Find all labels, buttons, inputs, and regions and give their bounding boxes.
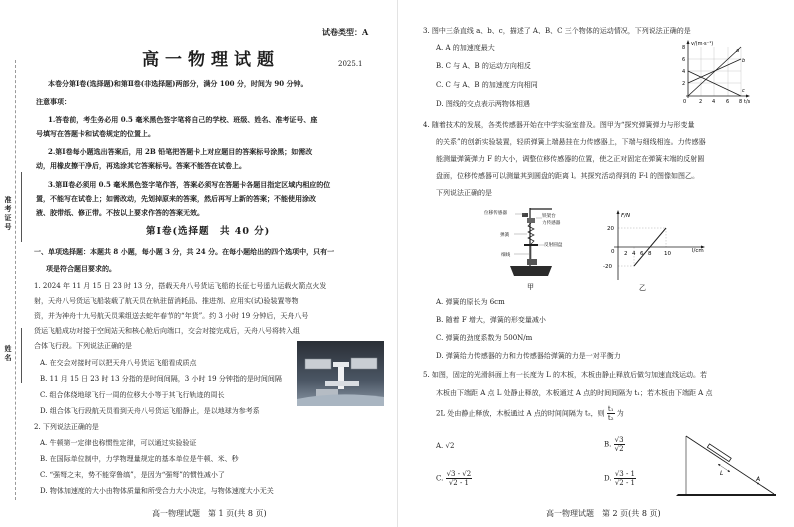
q2-option-c: C. “强弩之末，势不能穿鲁缟”，是因为“强弩”的惯性减小了 bbox=[40, 471, 225, 479]
q4-line-5: 下列说法正确的是 bbox=[436, 189, 492, 197]
q2-option-b: B. 在国际单位制中，力学物理量规定的基本单位是牛顿、米、秒 bbox=[40, 455, 239, 463]
binding-line bbox=[15, 60, 16, 500]
page-divider bbox=[397, 0, 398, 527]
notice-2a: 2.第Ⅰ卷每小题选出答案后，用 2B 铅笔把答题卡上对应题目的答案标号涂黑；如需改 bbox=[48, 147, 313, 156]
left-footer: 高一物理试题 第 1 页(共 8 页) bbox=[152, 509, 267, 518]
fl-ytick-neg20: -20 bbox=[603, 264, 612, 270]
q2-option-a: A. 牛顿第一定律也称惯性定律，可以通过实验验证 bbox=[40, 439, 197, 447]
fl-xtick-8: 8 bbox=[648, 251, 652, 257]
q5-ratio bbox=[607, 405, 615, 422]
notice-3b: 置，不能写在试卷上；如需改动，先划掉原来的答案，然后再写上新的答案；不能使用涂改 bbox=[36, 194, 316, 203]
q1-option-a: A. 在交会对接时可以把天舟八号货运飞船看成质点 bbox=[40, 359, 197, 367]
q1-option-d: D. 组合体飞行段航天员看到天舟八号货运飞船静止，是以地球为参考系 bbox=[40, 407, 260, 415]
q1-line-3: 资，并为神舟十九号航天员乘组送去蛇年春节的“年货”。约 3 小时 19 分钟后，天舟八号 bbox=[34, 312, 309, 320]
q5-option-b-num: √3 bbox=[614, 436, 624, 444]
q3-ylabel: v/(m·s⁻¹) bbox=[691, 41, 714, 47]
q5-option-c bbox=[436, 470, 472, 487]
q5-option-c-frac bbox=[446, 470, 473, 487]
q5-option-a bbox=[436, 442, 454, 451]
q5-option-b-den: √2 bbox=[614, 445, 624, 453]
q3-xtick-4: 4 bbox=[712, 99, 716, 105]
incline-surface bbox=[686, 436, 774, 494]
notice-1b: 号填写在答题卡和试卷规定的位置上。 bbox=[36, 129, 155, 138]
section-one-desc-a: 一、单项选择题：本题共 8 小题，每小题 3 分，共 24 分。在每小题给出的四个选项中，只有一 bbox=[34, 247, 335, 256]
notice-2b: 动，用橡皮擦干净后，再选涂其它答案标号。答案不能答在试卷上。 bbox=[36, 161, 246, 170]
q4-option-c: C. 弹簧的劲度系数为 500N/m bbox=[436, 334, 533, 342]
q3-xtick-0: 0 bbox=[683, 99, 687, 105]
fl-xtick-2: 2 bbox=[624, 251, 628, 257]
fl-xtick-10: 10 bbox=[664, 251, 671, 257]
q2-stem: 2. 下列说法正确的是 bbox=[34, 423, 99, 431]
side-label-name: 姓名 bbox=[4, 345, 13, 363]
fl-ytick-20: 20 bbox=[607, 226, 614, 232]
side-label-exam-number: 准考证号 bbox=[4, 196, 13, 232]
q5-line-1: 5. 如图，固定的光滑斜面上有一长度为 L 的木板，木板由静止释放后做匀加速直线运动。若 bbox=[423, 371, 708, 379]
q3-label-a: a bbox=[736, 48, 740, 54]
q3-line-c bbox=[688, 71, 741, 96]
fig-b-caption: 乙 bbox=[639, 284, 646, 292]
q3-xtick-6: 6 bbox=[726, 99, 730, 105]
q5-option-d-prefix: D. bbox=[604, 474, 612, 483]
q5-option-b-prefix: B. bbox=[604, 440, 612, 449]
q5-option-c-num: √3 - √2 bbox=[446, 470, 472, 478]
q1-option-c: C. 组合体绕地球飞行一周的位移大小等于其飞行轨迹的周长 bbox=[40, 391, 225, 399]
q4-line-3: 能测量弹簧弹力 F 的大小，调整位移传感器的位置，使之正对固定在弹簧末端的反射圆 bbox=[436, 155, 705, 163]
exam-date: 2025.1 bbox=[338, 60, 363, 68]
fig-a-caption: 甲 bbox=[527, 283, 534, 291]
q5-option-d-frac bbox=[614, 470, 636, 487]
q5-label-a: A bbox=[756, 476, 761, 483]
section-one-desc-b: 项是符合题目要求的。 bbox=[46, 264, 116, 273]
space-station-photo bbox=[297, 341, 384, 406]
q5-incline-figure bbox=[672, 428, 782, 500]
q3-label-c: c bbox=[742, 88, 745, 94]
q3-vt-graph bbox=[680, 38, 755, 108]
notice-3c: 液、胶带纸、修正带。不按以上要求作答的答案无效。 bbox=[36, 208, 204, 217]
q3-option-a: A. A 的加速度最大 bbox=[436, 44, 495, 52]
q5-line-2: 木板由下端距 A 点 L 处静止释放，木板通过 A 点的时间间隔为 t₁；若木板由下端距 A 点 bbox=[436, 389, 713, 397]
q3-label-b: b bbox=[742, 58, 746, 64]
q3-ytick-2: 2 bbox=[682, 81, 686, 87]
label-iron-stand: 铁架台 bbox=[542, 214, 556, 219]
q4-line-4: 盘面，位移传感器可以测量其到圆盘的距离 l。其探究活动得到的 F-l 的图像如图乙。 bbox=[436, 172, 700, 180]
q1-line-2: 射，天舟八号货运飞船装载了航天员在轨驻留消耗品、推进剂、应用实(试)验装置等物 bbox=[34, 297, 299, 305]
fl-ylabel: F/N bbox=[621, 213, 631, 219]
q5-label-l: L bbox=[720, 470, 724, 477]
q5-option-a-prefix: A. bbox=[436, 442, 444, 450]
q4-fl-graph bbox=[600, 208, 712, 294]
q4-option-a: A. 弹簧的原长为 6cm bbox=[436, 298, 505, 306]
q1-line-1: 1. 2024 年 11 月 15 日 23 时 13 分，搭载天舟八号货运飞船的长征七号遥九运载火箭点火发 bbox=[34, 282, 327, 290]
q5-option-b-frac bbox=[614, 436, 625, 453]
q1-option-b: B. 11 月 15 日 23 时 13 分指的是时间间隔，3 小时 19 分钟指的是时间间隔 bbox=[40, 375, 282, 383]
label-force-sensor: 力传感器 bbox=[542, 221, 561, 226]
q2-option-d: D. 物体加速度的大小由物体质量和所受合力大小决定，与物体速度大小无关 bbox=[40, 487, 274, 495]
label-string: 细线 bbox=[501, 253, 511, 258]
q3-option-d: D. 图线的交点表示两物体相遇 bbox=[436, 100, 530, 108]
fl-xlabel: l/cm bbox=[692, 248, 704, 254]
fl-xtick-4: 4 bbox=[632, 251, 636, 257]
q3-option-b: B. C 与 A、B 的运动方向相反 bbox=[436, 62, 531, 70]
q4-line-2: 的关系”的创新实验装置，轻质弹簧上端悬挂在力传感器上，下端与细线相连。力传感器 bbox=[436, 138, 706, 146]
q5-ratio-num: t₁ bbox=[607, 405, 614, 413]
q3-stem: 3. 图中三条直线 a、b、c，描述了 A、B、C 三个物体的运动情况，下列说法正确的是 bbox=[423, 27, 691, 35]
q4-option-d: D. 弹簧给力传感器的力和力传感器给弹簧的力是一对平衡力 bbox=[436, 352, 621, 360]
q4-line-1: 4. 随着技术的发展，各类传感器开始在中学实验室普及。图甲为“探究弹簧弹力与形变量 bbox=[423, 121, 695, 129]
q5-option-d-num: √3 - 1 bbox=[614, 470, 636, 478]
q3-line-a bbox=[688, 47, 741, 96]
intro-text: 本卷分第Ⅰ卷(选择题)和第Ⅱ卷(非选择题)两部分，满分 100 分，时间为 90 分钟。 bbox=[48, 79, 308, 88]
blank-line-exam-number bbox=[21, 172, 22, 242]
q5-ratio-suffix: 为 bbox=[616, 409, 624, 418]
right-footer: 高一物理试题 第 2 页(共 8 页) bbox=[546, 509, 661, 518]
exam-type: 试卷类型：A bbox=[322, 27, 369, 37]
blank-line-name bbox=[21, 328, 22, 383]
notice-title: 注意事项： bbox=[36, 97, 71, 106]
q3-xtick-2: 2 bbox=[699, 99, 703, 105]
q4-option-b: B. 随着 F 增大，弹簧的形变量减小 bbox=[436, 316, 546, 324]
q5-ratio-den: t₂ bbox=[607, 414, 614, 422]
q5-option-b bbox=[604, 436, 625, 453]
q1-line-5: 合体飞行段。下列说法正确的是 bbox=[34, 342, 132, 350]
notice-1a: 1.答卷前，考生务必用 0.5 毫米黑色签字笔将自己的学校、班级、姓名、准考证号、座 bbox=[48, 115, 318, 124]
q3-option-c: C. C 与 A、B 的加速度方向相同 bbox=[436, 81, 538, 89]
q3-xlabel: t/s bbox=[744, 99, 751, 105]
q4-apparatus-figure bbox=[470, 204, 590, 292]
q5-option-c-prefix: C. bbox=[436, 474, 444, 483]
label-spring: 弹簧 bbox=[500, 233, 510, 238]
notice-3a: 3.第Ⅱ卷必须用 0.5 毫米黑色签字笔作答，答案必须写在答题卡各题目指定区域内相应的位 bbox=[48, 180, 331, 189]
q5-option-c-den: √2 - 1 bbox=[448, 479, 469, 487]
q5-option-a-value: √2 bbox=[445, 442, 455, 450]
q5-option-d bbox=[604, 470, 636, 487]
fl-xtick-6: 6 bbox=[640, 251, 644, 257]
q3-ytick-8: 8 bbox=[682, 45, 686, 51]
label-displacement-sensor: 位移传感器 bbox=[484, 211, 507, 216]
q3-xtick-8: 8 bbox=[739, 99, 743, 105]
fl-ytick-0: 0 bbox=[611, 249, 615, 255]
q5-line-3 bbox=[436, 405, 624, 422]
label-reflector-disk: 反射圆盘 bbox=[544, 243, 563, 248]
part-one-heading: 第Ⅰ卷(选择题 共 40 分) bbox=[146, 226, 271, 237]
q5-line-3-text: 2L 处由静止释放，木板通过 A 点的时间间隔为 t₂，则 bbox=[436, 409, 605, 418]
q5-option-d-den: √2 - 1 bbox=[614, 479, 636, 487]
page-title: 高一物理试题 bbox=[142, 50, 280, 70]
q3-ytick-6: 6 bbox=[682, 57, 686, 63]
q3-ytick-4: 4 bbox=[682, 69, 686, 75]
q1-line-4: 货运飞船成功对接于空间站天和核心舱后向端口，交会对接完成后，天舟八号将转入组 bbox=[34, 327, 300, 335]
